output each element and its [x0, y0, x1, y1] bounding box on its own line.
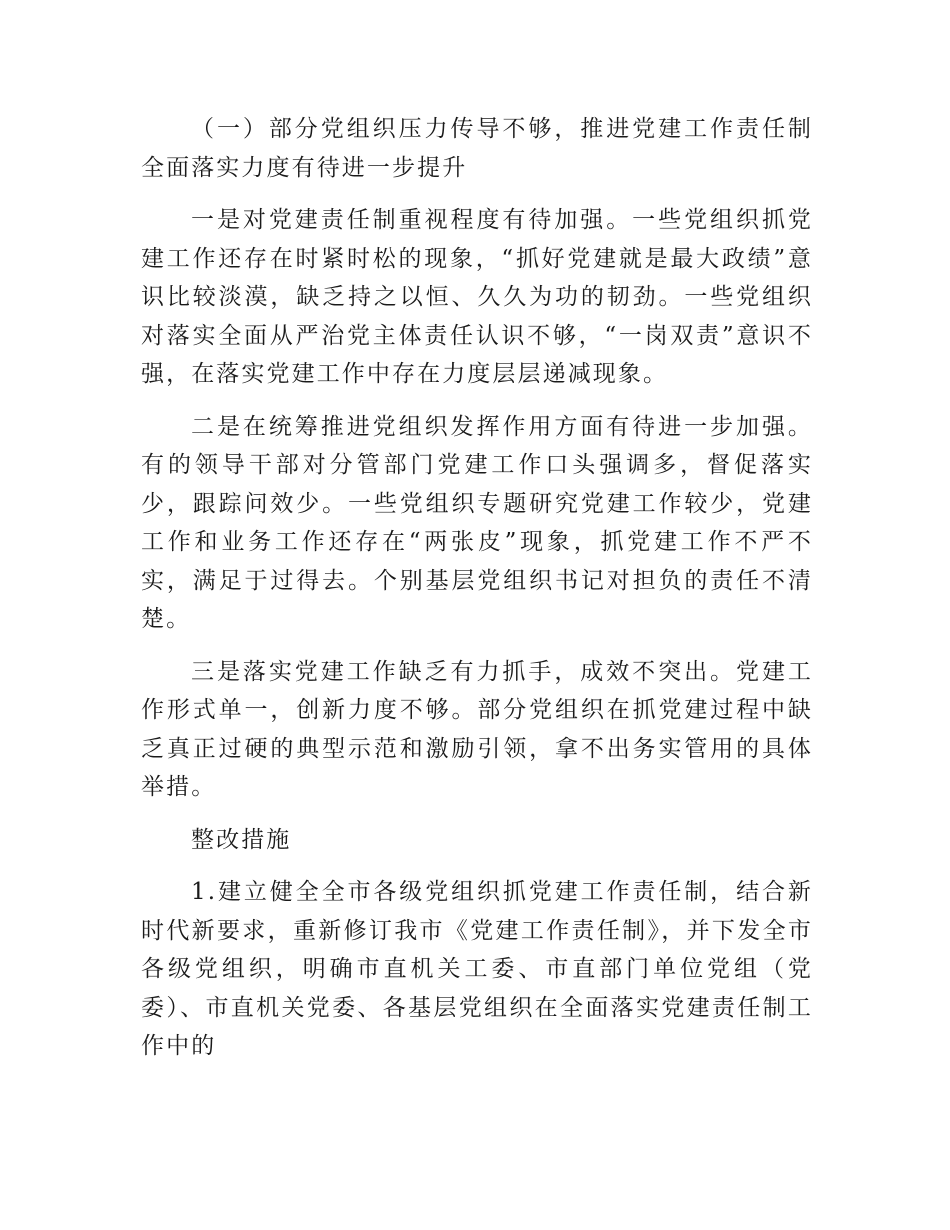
measures-heading: 整改措施	[191, 826, 292, 853]
document-body	[141, 110, 813, 1080]
section-heading: （一）部分党组织压力传导不够，推进党建工作责任制全面落实力度有待进一步提升	[141, 116, 813, 181]
measure-item-1: 1.建立健全全市各级党组织抓党建工作责任制，结合新时代新要求，重新修订我市《党建工作责任制》，并下发全市各级党组织，明确市直机关工委、市直部门单位党组（党委）、市直机关党委、各基层党组织在全面落实党建责任制工作中的	[141, 879, 813, 1059]
paragraph-2: 二是在统筹推进党组织发挥作用方面有待进一步加强。有的领导干部对分管部门党建工作口头强调多，督促落实少，跟踪问效少。一些党组织专题研究党建工作较少，党建工作和业务工作还存在“两张皮”现象，抓党建工作不严不实，满足于过得去。个别基层党组织书记对担负的责任不清楚。	[141, 413, 813, 632]
paragraph-1: 一是对党建责任制重视程度有待加强。一些党组织抓党建工作还存在时紧时松的现象，“抓好党建就是最大政绩”意识比较淡漠，缺乏持之以恒、久久为功的韧劲。一些党组织对落实全面从严治党主体责任认识不够，“一岗双责”意识不强，在落实党建工作中存在力度层层递减现象。	[141, 207, 813, 387]
paragraph-3: 三是落实党建工作缺乏有力抓手，成效不突出。党建工作形式单一，创新力度不够。部分党组织在抓党建过程中缺乏真正过硬的典型示范和激励引领，拿不出务实管用的具体举措。	[141, 658, 813, 800]
